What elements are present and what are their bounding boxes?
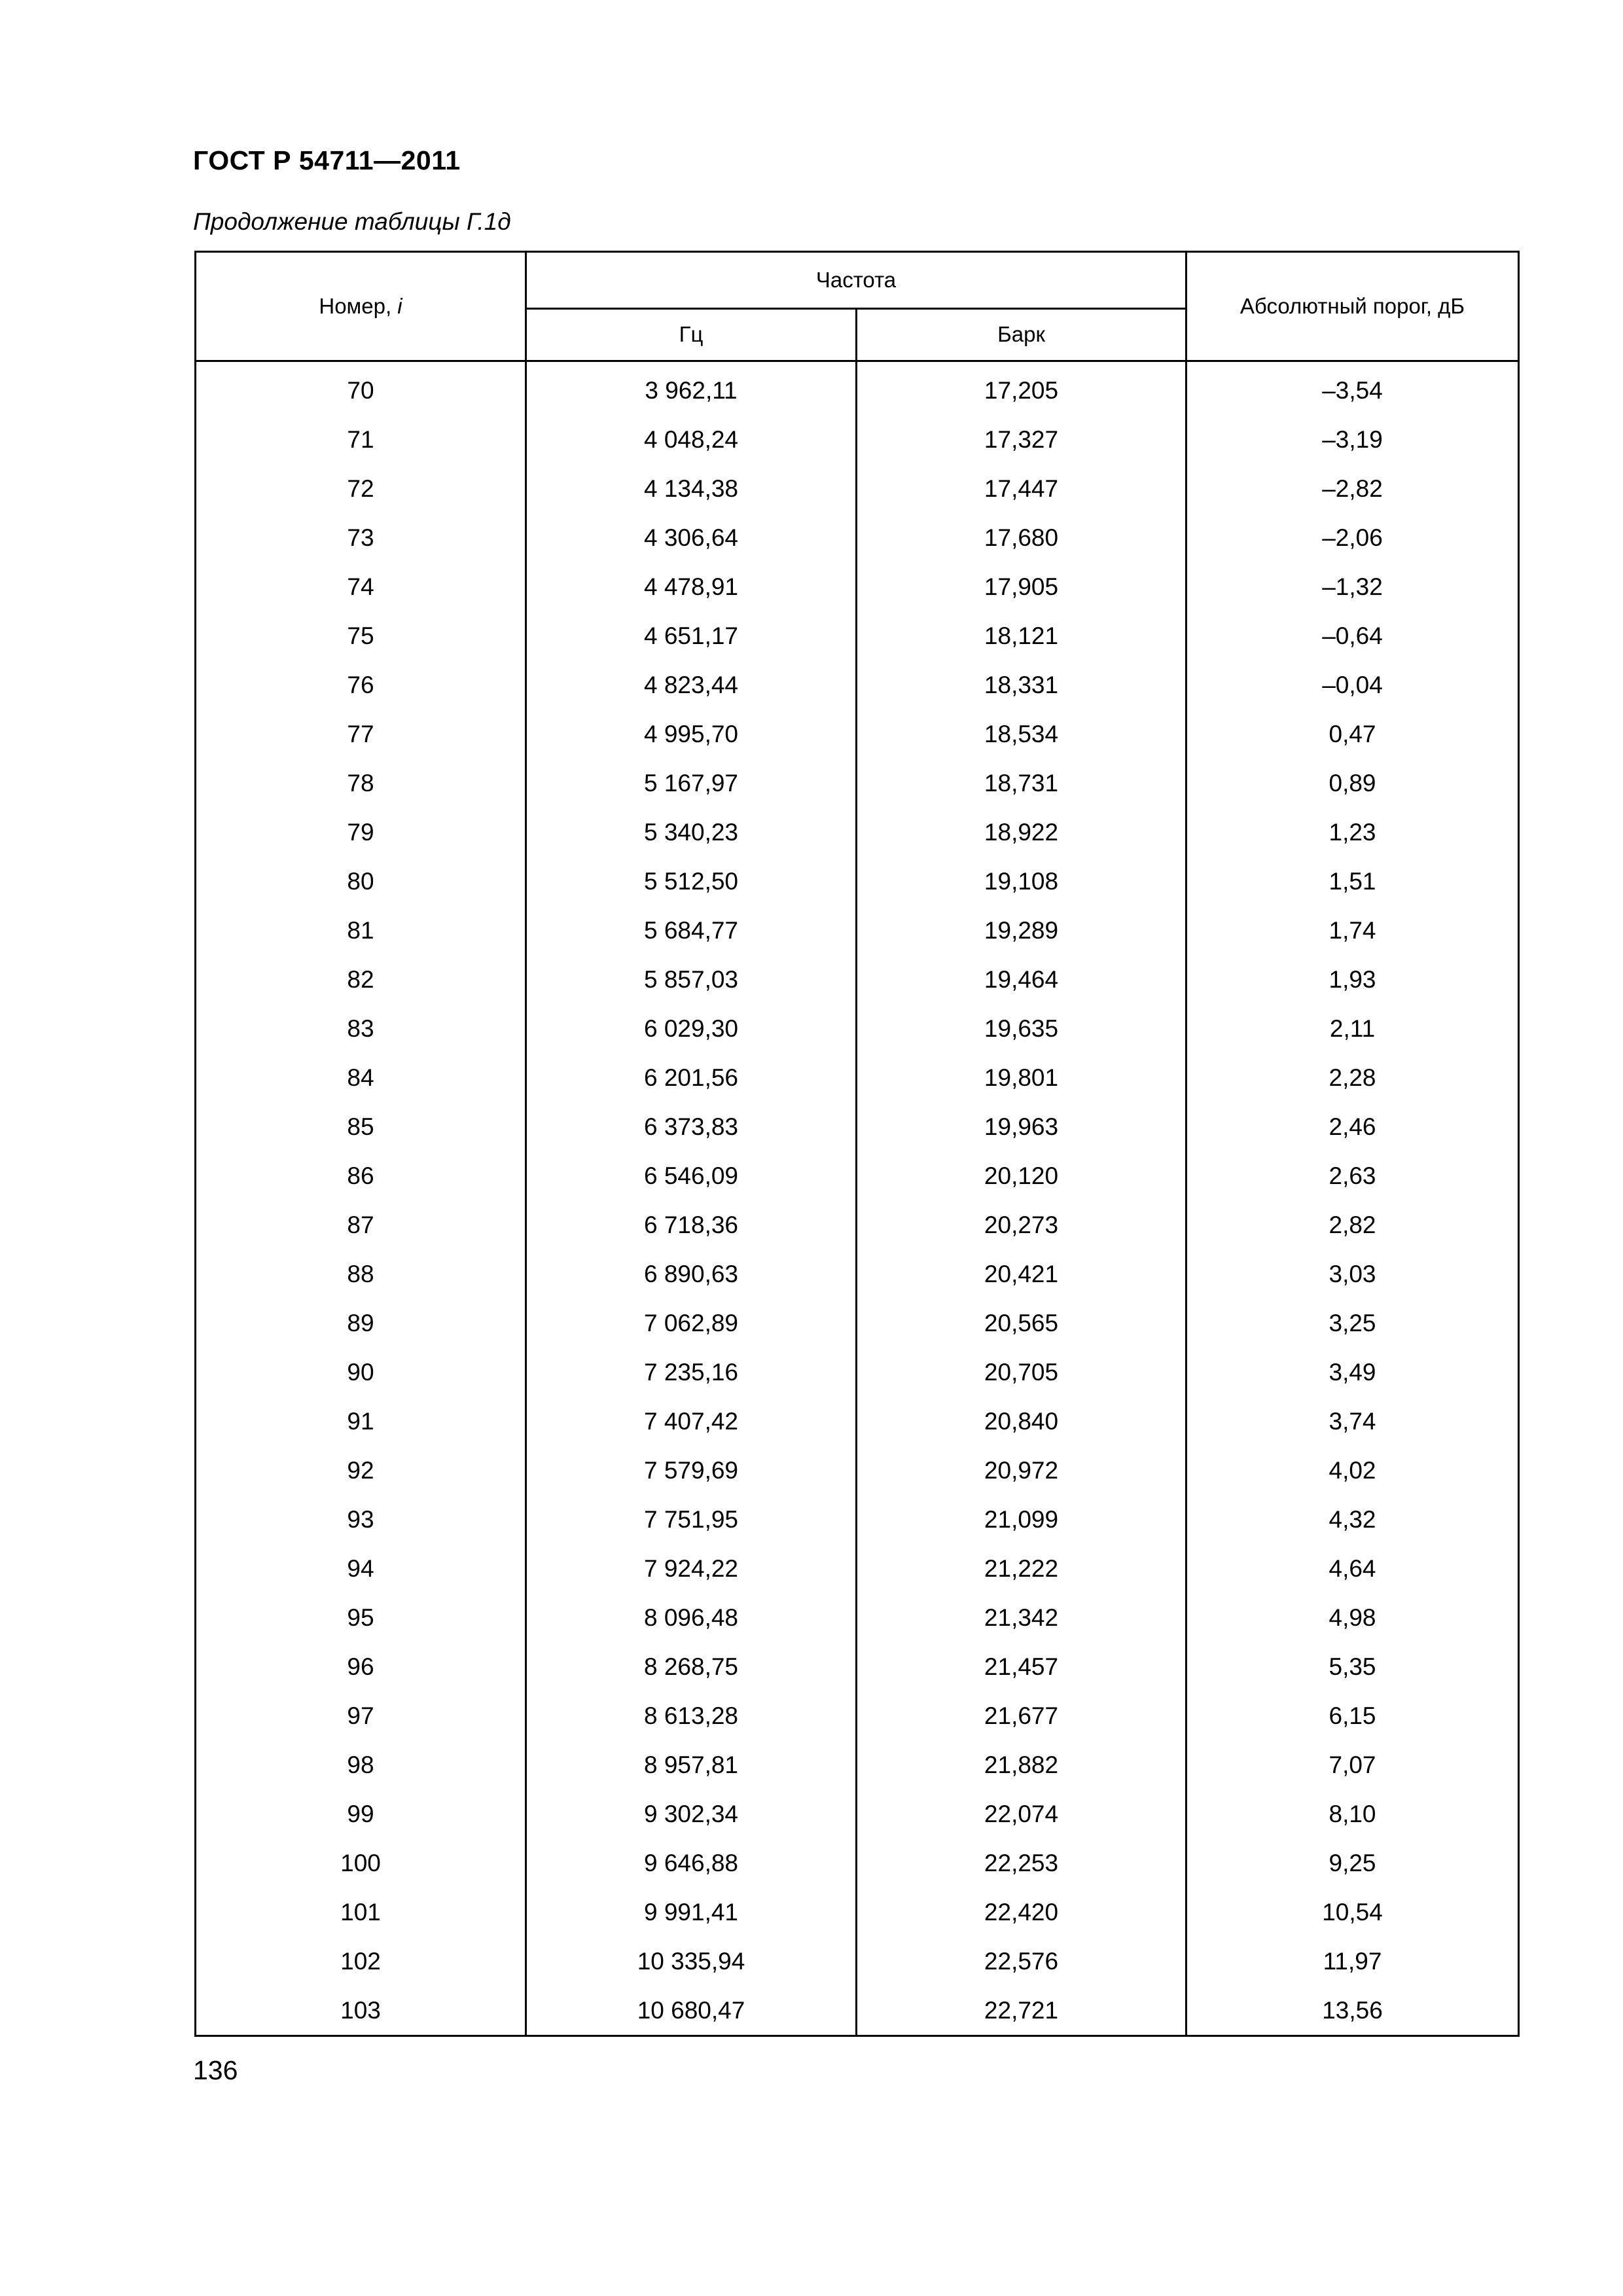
cell-frequency-hz: 9 646,88: [526, 1839, 857, 1888]
table-row: [196, 1249, 1519, 1299]
cell-frequency-hz: 4 048,24: [526, 415, 857, 464]
cell-frequency-hz: 4 995,70: [526, 709, 857, 759]
cell-threshold: 5,35: [1186, 1642, 1519, 1691]
column-header-bark: Барк: [857, 308, 1186, 361]
cell-threshold: –2,82: [1186, 464, 1519, 513]
cell-number: 77: [196, 709, 526, 759]
cell-frequency-hz: 5 167,97: [526, 759, 857, 808]
cell-number: 100: [196, 1839, 526, 1888]
cell-number: 72: [196, 464, 526, 513]
cell-frequency-hz: 7 407,42: [526, 1397, 857, 1446]
cell-frequency-hz: 10 335,94: [526, 1937, 857, 1986]
column-header-number-variable: i: [397, 294, 402, 318]
table-row: [196, 1151, 1519, 1200]
cell-number: 84: [196, 1053, 526, 1102]
cell-frequency-hz: 6 029,30: [526, 1004, 857, 1053]
table-row: [196, 1789, 1519, 1839]
cell-frequency-bark: 17,680: [857, 513, 1186, 562]
cell-number: 93: [196, 1495, 526, 1544]
table-header: [196, 252, 1519, 361]
table-row: [196, 1937, 1519, 1986]
page-number: 136: [193, 2055, 238, 2085]
table-row: [196, 955, 1519, 1004]
header-separator: [196, 361, 1519, 367]
cell-frequency-hz: 7 924,22: [526, 1544, 857, 1593]
cell-number: 101: [196, 1888, 526, 1937]
table-row: [196, 1544, 1519, 1593]
cell-frequency-hz: 5 857,03: [526, 955, 857, 1004]
cell-number: 74: [196, 562, 526, 611]
cell-threshold: 4,32: [1186, 1495, 1519, 1544]
cell-frequency-hz: 4 134,38: [526, 464, 857, 513]
table-row: [196, 1397, 1519, 1446]
table-row: [196, 1053, 1519, 1102]
cell-frequency-hz: 7 062,89: [526, 1299, 857, 1348]
cell-frequency-bark: 21,882: [857, 1740, 1186, 1789]
cell-frequency-bark: 19,289: [857, 906, 1186, 955]
cell-number: 90: [196, 1348, 526, 1397]
cell-number: 91: [196, 1397, 526, 1446]
table-row: [196, 513, 1519, 562]
table-row: [196, 366, 1519, 415]
cell-number: 82: [196, 955, 526, 1004]
cell-frequency-hz: 6 201,56: [526, 1053, 857, 1102]
cell-frequency-hz: 4 823,44: [526, 660, 857, 709]
table-row: [196, 611, 1519, 660]
cell-frequency-bark: 22,576: [857, 1937, 1186, 1986]
cell-frequency-hz: 4 651,17: [526, 611, 857, 660]
cell-number: 86: [196, 1151, 526, 1200]
cell-threshold: 3,74: [1186, 1397, 1519, 1446]
cell-frequency-bark: 20,565: [857, 1299, 1186, 1348]
cell-threshold: 2,82: [1186, 1200, 1519, 1249]
document-header: ГОСТ Р 54711—2011: [193, 145, 461, 175]
cell-number: 79: [196, 808, 526, 857]
cell-frequency-bark: 20,972: [857, 1446, 1186, 1495]
cell-number: 80: [196, 857, 526, 906]
cell-frequency-hz: 6 546,09: [526, 1151, 857, 1200]
cell-number: 75: [196, 611, 526, 660]
table-row: [196, 562, 1519, 611]
table-row: [196, 906, 1519, 955]
cell-frequency-hz: 5 340,23: [526, 808, 857, 857]
cell-threshold: 0,89: [1186, 759, 1519, 808]
cell-frequency-hz: 6 373,83: [526, 1102, 857, 1151]
cell-number: 95: [196, 1593, 526, 1642]
cell-threshold: 11,97: [1186, 1937, 1519, 1986]
cell-threshold: 2,11: [1186, 1004, 1519, 1053]
cell-threshold: 4,02: [1186, 1446, 1519, 1495]
cell-frequency-bark: 18,922: [857, 808, 1186, 857]
cell-threshold: 3,25: [1186, 1299, 1519, 1348]
cell-frequency-hz: 9 991,41: [526, 1888, 857, 1937]
cell-frequency-bark: 22,253: [857, 1839, 1186, 1888]
cell-frequency-bark: 21,342: [857, 1593, 1186, 1642]
table-row: [196, 1348, 1519, 1397]
cell-frequency-bark: 20,273: [857, 1200, 1186, 1249]
cell-threshold: –0,04: [1186, 660, 1519, 709]
cell-frequency-hz: 8 613,28: [526, 1691, 857, 1740]
cell-number: 87: [196, 1200, 526, 1249]
cell-frequency-bark: 22,074: [857, 1789, 1186, 1839]
column-header-hz: Гц: [526, 308, 857, 361]
cell-frequency-bark: 21,677: [857, 1691, 1186, 1740]
cell-number: 92: [196, 1446, 526, 1495]
cell-number: 76: [196, 660, 526, 709]
cell-frequency-bark: 17,205: [857, 366, 1186, 415]
cell-number: 73: [196, 513, 526, 562]
cell-frequency-bark: 19,963: [857, 1102, 1186, 1151]
cell-frequency-bark: 19,635: [857, 1004, 1186, 1053]
table-row: [196, 857, 1519, 906]
cell-number: 99: [196, 1789, 526, 1839]
cell-frequency-bark: 19,108: [857, 857, 1186, 906]
cell-frequency-hz: 5 684,77: [526, 906, 857, 955]
cell-frequency-hz: 3 962,11: [526, 366, 857, 415]
cell-threshold: 4,98: [1186, 1593, 1519, 1642]
cell-frequency-hz: 6 890,63: [526, 1249, 857, 1299]
cell-frequency-hz: 4 478,91: [526, 562, 857, 611]
cell-frequency-bark: 21,099: [857, 1495, 1186, 1544]
cell-number: 94: [196, 1544, 526, 1593]
cell-frequency-bark: 22,420: [857, 1888, 1186, 1937]
table-body: [196, 361, 1519, 2036]
table-row: [196, 1495, 1519, 1544]
table-row: [196, 1102, 1519, 1151]
cell-frequency-hz: 7 579,69: [526, 1446, 857, 1495]
cell-number: 85: [196, 1102, 526, 1151]
cell-frequency-bark: 20,120: [857, 1151, 1186, 1200]
cell-number: 88: [196, 1249, 526, 1299]
cell-number: 97: [196, 1691, 526, 1740]
cell-number: 89: [196, 1299, 526, 1348]
cell-frequency-hz: 7 751,95: [526, 1495, 857, 1544]
table-caption: Продолжение таблицы Г.1д: [193, 208, 511, 235]
cell-threshold: –0,64: [1186, 611, 1519, 660]
table-row: [196, 464, 1519, 513]
cell-threshold: –2,06: [1186, 513, 1519, 562]
cell-threshold: 2,46: [1186, 1102, 1519, 1151]
cell-frequency-bark: 19,801: [857, 1053, 1186, 1102]
cell-threshold: –1,32: [1186, 562, 1519, 611]
cell-threshold: 1,23: [1186, 808, 1519, 857]
table-row: [196, 1593, 1519, 1642]
table-row: [196, 1004, 1519, 1053]
cell-threshold: 7,07: [1186, 1740, 1519, 1789]
cell-frequency-hz: 4 306,64: [526, 513, 857, 562]
cell-number: 102: [196, 1937, 526, 1986]
cell-number: 71: [196, 415, 526, 464]
cell-frequency-bark: 21,457: [857, 1642, 1186, 1691]
cell-frequency-bark: 21,222: [857, 1544, 1186, 1593]
cell-threshold: –3,54: [1186, 366, 1519, 415]
cell-frequency-hz: 8 096,48: [526, 1593, 857, 1642]
cell-threshold: 8,10: [1186, 1789, 1519, 1839]
table-row: [196, 759, 1519, 808]
table-row: [196, 1888, 1519, 1937]
cell-number: 96: [196, 1642, 526, 1691]
cell-number: 81: [196, 906, 526, 955]
cell-frequency-hz: 6 718,36: [526, 1200, 857, 1249]
cell-frequency-bark: 18,534: [857, 709, 1186, 759]
cell-frequency-bark: 17,905: [857, 562, 1186, 611]
table-row: [196, 660, 1519, 709]
cell-frequency-bark: 18,121: [857, 611, 1186, 660]
cell-frequency-bark: 22,721: [857, 1986, 1186, 2036]
cell-threshold: 1,51: [1186, 857, 1519, 906]
table-row: [196, 415, 1519, 464]
column-header-number-label: Номер,: [319, 294, 398, 318]
cell-frequency-hz: 8 957,81: [526, 1740, 857, 1789]
table-row: [196, 1986, 1519, 2036]
cell-frequency-bark: 18,331: [857, 660, 1186, 709]
cell-number: 98: [196, 1740, 526, 1789]
cell-threshold: 2,28: [1186, 1053, 1519, 1102]
cell-threshold: 2,63: [1186, 1151, 1519, 1200]
cell-threshold: 3,49: [1186, 1348, 1519, 1397]
cell-threshold: –3,19: [1186, 415, 1519, 464]
cell-frequency-bark: 20,421: [857, 1249, 1186, 1299]
cell-frequency-bark: 20,705: [857, 1348, 1186, 1397]
cell-number: 78: [196, 759, 526, 808]
cell-threshold: 9,25: [1186, 1839, 1519, 1888]
cell-threshold: 1,74: [1186, 906, 1519, 955]
cell-threshold: 3,03: [1186, 1249, 1519, 1299]
table-row: [196, 1740, 1519, 1789]
cell-frequency-hz: 10 680,47: [526, 1986, 857, 2036]
cell-threshold: 4,64: [1186, 1544, 1519, 1593]
table-row: [196, 1299, 1519, 1348]
cell-frequency-hz: 5 512,50: [526, 857, 857, 906]
cell-frequency-hz: 8 268,75: [526, 1642, 857, 1691]
cell-number: 103: [196, 1986, 526, 2036]
cell-frequency-bark: 20,840: [857, 1397, 1186, 1446]
cell-threshold: 1,93: [1186, 955, 1519, 1004]
table-row: [196, 1642, 1519, 1691]
cell-frequency-bark: 17,327: [857, 415, 1186, 464]
cell-threshold: 13,56: [1186, 1986, 1519, 2036]
table-row: [196, 1839, 1519, 1888]
cell-threshold: 10,54: [1186, 1888, 1519, 1937]
column-header-threshold: Абсолютный порог, дБ: [1186, 252, 1519, 361]
cell-frequency-bark: 19,464: [857, 955, 1186, 1004]
cell-number: 83: [196, 1004, 526, 1053]
cell-threshold: 0,47: [1186, 709, 1519, 759]
cell-frequency-bark: 18,731: [857, 759, 1186, 808]
data-table: [194, 251, 1520, 2037]
table-row: [196, 709, 1519, 759]
cell-frequency-bark: 17,447: [857, 464, 1186, 513]
cell-threshold: 6,15: [1186, 1691, 1519, 1740]
cell-number: 70: [196, 366, 526, 415]
column-header-number: [196, 252, 526, 361]
table-row: [196, 1200, 1519, 1249]
table-row: [196, 1691, 1519, 1740]
cell-frequency-hz: 9 302,34: [526, 1789, 857, 1839]
column-header-frequency: Частота: [526, 252, 1186, 309]
table-row: [196, 1446, 1519, 1495]
cell-frequency-hz: 7 235,16: [526, 1348, 857, 1397]
table-row: [196, 808, 1519, 857]
